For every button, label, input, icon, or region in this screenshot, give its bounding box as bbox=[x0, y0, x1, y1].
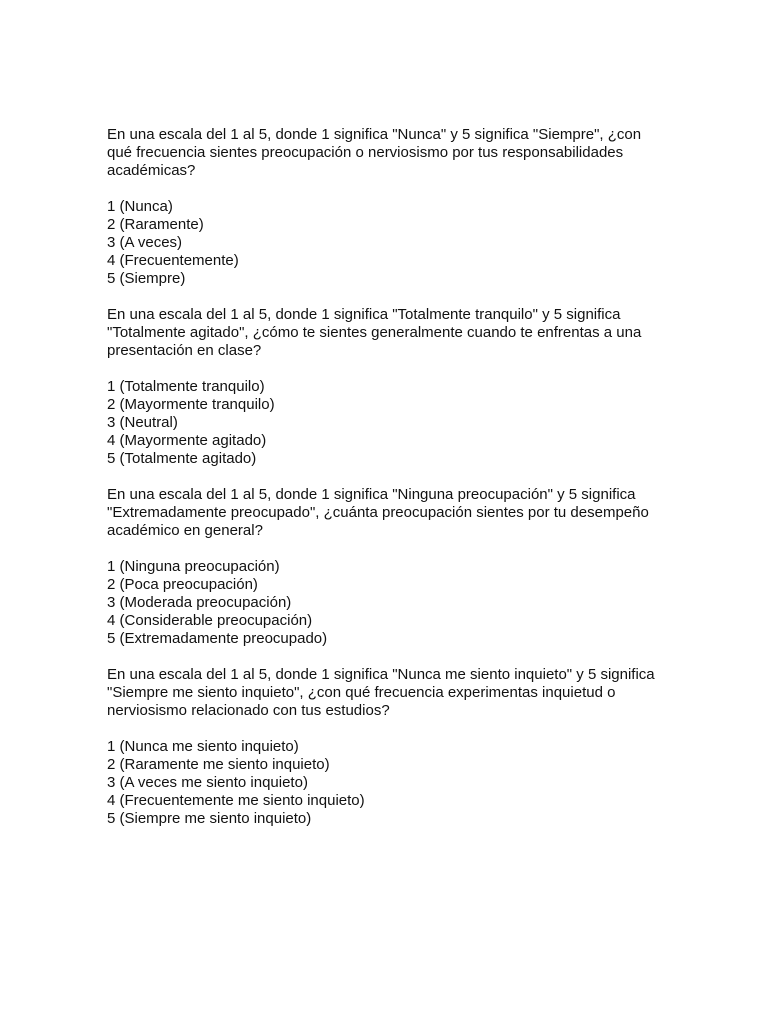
option-list bbox=[107, 198, 707, 288]
option-item: 5 (Siempre me siento inquieto) bbox=[107, 810, 312, 827]
option-list bbox=[107, 558, 707, 648]
question-block-3 bbox=[107, 486, 707, 648]
option-item: 2 (Raramente me siento inquieto) bbox=[107, 756, 330, 773]
option-item: 1 (Nunca) bbox=[107, 198, 173, 215]
option-item: 5 (Extremadamente preocupado) bbox=[107, 630, 328, 647]
option-item: 3 (Neutral) bbox=[107, 414, 178, 431]
question-text: En una escala del 1 al 5, donde 1 significa "Totalmente tranquilo" y 5 significa "Totalmente agitado", ¿cómo te sientes generalmente cuando te enfrentas a una presentación en clase? bbox=[107, 306, 642, 359]
question-block-1 bbox=[107, 126, 707, 288]
question-text: En una escala del 1 al 5, donde 1 significa "Ninguna preocupación" y 5 significa "Extremadamente preocupado", ¿cuánta preocupación sientes por tu desempeño académico en general? bbox=[107, 486, 649, 539]
option-item: 2 (Raramente) bbox=[107, 216, 204, 233]
question-text: En una escala del 1 al 5, donde 1 significa "Nunca me siento inquieto" y 5 significa "Siempre me siento inquieto", ¿con qué frecuencia experimentas inquietud o nerviosismo relacionado con tus estudios? bbox=[107, 666, 655, 719]
option-list bbox=[107, 738, 707, 828]
option-item: 4 (Frecuentemente) bbox=[107, 252, 239, 269]
option-item: 1 (Totalmente tranquilo) bbox=[107, 378, 265, 395]
option-item: 4 (Frecuentemente me siento inquieto) bbox=[107, 792, 365, 809]
option-item: 3 (A veces me siento inquieto) bbox=[107, 774, 308, 791]
option-list bbox=[107, 378, 707, 468]
question-block-2 bbox=[107, 306, 707, 468]
option-item: 3 (A veces) bbox=[107, 234, 183, 251]
option-item: 3 (Moderada preocupación) bbox=[107, 594, 292, 611]
document-page bbox=[107, 126, 707, 828]
question-block-4 bbox=[107, 666, 707, 828]
option-item: 4 (Considerable preocupación) bbox=[107, 612, 313, 629]
option-item: 4 (Mayormente agitado) bbox=[107, 432, 267, 449]
option-item: 5 (Totalmente agitado) bbox=[107, 450, 257, 467]
option-item: 1 (Nunca me siento inquieto) bbox=[107, 738, 299, 755]
option-item: 5 (Siempre) bbox=[107, 270, 186, 287]
question-text: En una escala del 1 al 5, donde 1 significa "Nunca" y 5 significa "Siempre", ¿con qué frecuencia sientes preocupación o nerviosismo por tus responsabilidades académicas? bbox=[107, 126, 642, 179]
option-item: 2 (Mayormente tranquilo) bbox=[107, 396, 275, 413]
option-item: 2 (Poca preocupación) bbox=[107, 576, 258, 593]
option-item: 1 (Ninguna preocupación) bbox=[107, 558, 280, 575]
